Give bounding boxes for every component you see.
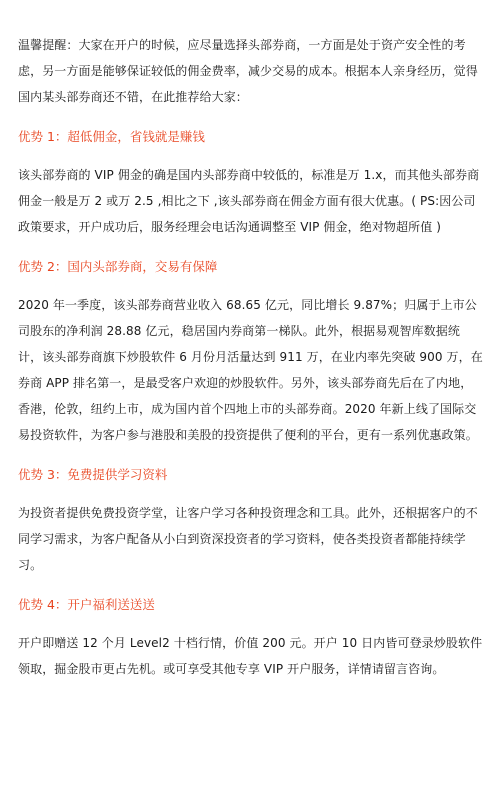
section-2-body: 2020 年一季度，该头部券商营业收入 68.65 亿元，同比增长 9.87%；归属于上市公司股东的净利润 28.88 亿元，稳居国内券商第一梯队。此外，根据易观智库数据统计，该头部券商旗下炒股软件 6 月份月活量达到 911 万，在业内率先突破 900 万，在券商 APP 排名第一，是最受客户欢迎的炒股软件。另外，该头部券商先后在了内地，香港，伦敦，纽约上市，成为国内首个四地上市的头部券商。2020 年新上线了国际交易投资软件，为客户参与港股和美股的投资提供了便利的平台，更有一系列优惠政策。: [18, 298, 483, 442]
intro-paragraph: 温馨提醒：大家在开户的时候，应尽量选择头部券商，一方面是处于资产安全性的考虑，另一方面是能够保证较低的佣金费率，减少交易的成本。根据本人亲身经历，觉得国内某头部券商还不错，在此推荐给大家：: [18, 38, 478, 104]
section-1-heading: 优势 1：超低佣金，省钱就是赚钱: [18, 129, 205, 144]
section-2-heading: 优势 2：国内头部券商，交易有保障: [18, 259, 218, 274]
article: [18, 32, 484, 682]
section-3-body: 为投资者提供免费投资学堂，让客户学习各种投资理念和工具。此外，还根据客户的不同学习需求，为客户配备从小白到资深投资者的学习资料，使各类投资者都能持续学习。: [18, 506, 478, 572]
section-1-body: 该头部券商的 VIP 佣金的确是国内头部券商中较低的，标准是万 1.x，而其他头部券商佣金一般是万 2 或万 2.5 ,相比之下 ,该头部券商在佣金方面有很大优惠。( PS:因公司政策要求，开户成功后，服务经理会电话沟通调整至 VIP 佣金，绝对物超所值 ): [18, 168, 480, 234]
section-4-heading: 优势 4：开户福利送送送: [18, 597, 155, 612]
section-4-body: 开户即赠送 12 个月 Level2 十档行情，价值 200 元。开户 10 日内皆可登录炒股软件领取，掘金股市更占先机。或可享受其他专享 VIP 开户服务，详情请留言咨询。: [18, 636, 483, 676]
section-3-heading: 优势 3：免费提供学习资料: [18, 467, 168, 482]
